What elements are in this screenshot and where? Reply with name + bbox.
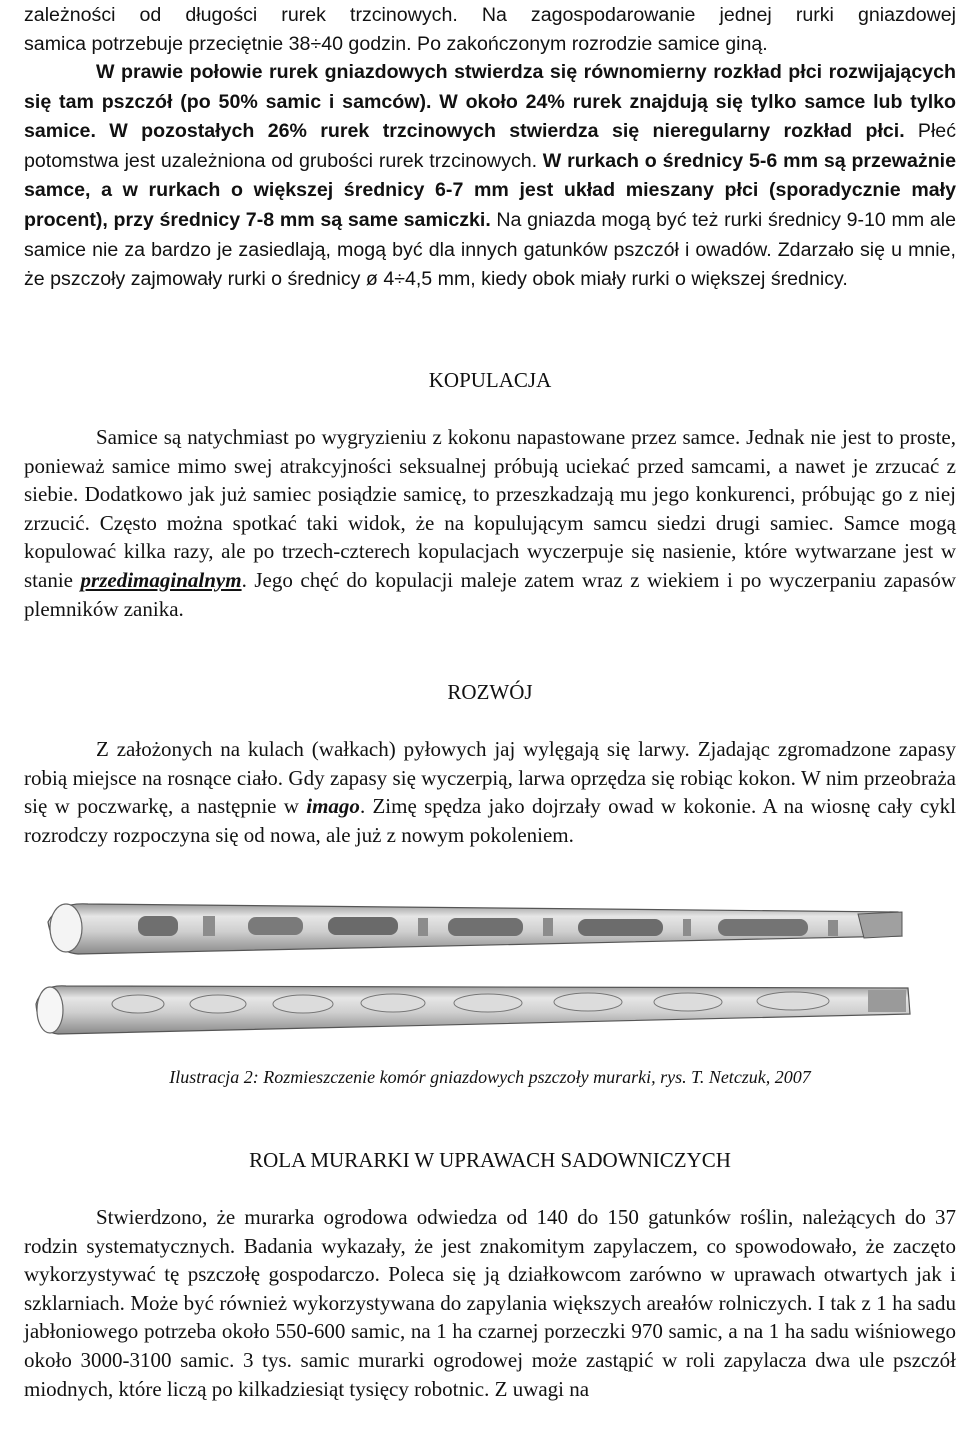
para1-body bbox=[24, 57, 956, 294]
heading-rola-murarki: ROLA MURARKI W UPRAWACH SADOWNICZYCH bbox=[249, 1148, 731, 1172]
para1-line1 bbox=[24, 0, 956, 30]
para1-offspring-sex: Płeć potomstwa jest uzależniona od grubości rurek trzcinowych. bbox=[24, 120, 956, 172]
rozwoj-text-b: . Zimę spędza jako dojrzały owad w kokonie. A na wiosnę cały cykl rozrodczy rozpoczyna się od nowa, ale już z nowym pokoleniem. bbox=[24, 794, 957, 847]
nest-tubes-illustration bbox=[18, 892, 918, 1054]
para-rola-murarki: Stwierdzono, że murarka ogrodowa odwiedza od 140 do 150 gatunków roślin, należących do 37 rodzin systematycznych. Badania wykazały, że jest znakomitym zapylaczem, co spowodowało, że zaczęto wykorzystywać tę pszczołę gospodarczo. Poleca się ją działkowcom zarówno w uprawach otwartych jak i szklarniach. Może być również wykorzystywana do zapylania większych areałów rolniczych. I tak z 1 ha sadu jabłoniowego potrzeba około 550-600 samic, na 1 ha czarnej porzeczki 970 samic, a na 1 ha sadu wiśniowego około 3000-3100 samic. 3 tys. samic murarki ogrodowej może zastąpić w roli zapylacza dwa ule pszczół miodnych, które liczą po kilkadziesiąt tysięcy robotnic. Z uwagi na bbox=[24, 1205, 956, 1401]
para1-bold-sex-distribution: W prawie połowie rurek gniazdowych stwierdza się równomierny rozkład płci rozwijających się tam pszczół (po 50% samic i samców). W około 24% rurek znajdują się tylko samce lub tylko samice. W pozostałych 26% rurek trzcinowych stwierdza się nieregularny rozkład płci. bbox=[24, 61, 956, 143]
para1-line2-text: samica potrzebuje przeciętnie 38÷40 godzin. Po zakończonym rozrodzie samice giną. bbox=[24, 33, 768, 55]
upper-reed-tube bbox=[48, 904, 902, 954]
figure-caption: Ilustracja 2: Rozmieszczenie komór gniazdowych pszczoły murarki, rys. T. Netczuk, 2007 bbox=[169, 1067, 811, 1087]
para1-line2 bbox=[24, 29, 956, 59]
para1-line1-text: zależności od długości rurek trzcinowych. Na zagospodarowanie jednej rurki gniazdowej bbox=[24, 4, 956, 26]
heading-kopulacja: KOPULACJA bbox=[428, 368, 552, 392]
rozwoj-text-a: Z założonych na kulach (wałkach) pyłowych jaj wylęgają się larwy. Zjadając zgromadzone zapasy robią miejsce na rosnące ciało. Gdy zapasy się wyczerpią, larwa oprzędza się robiąc kokon. W nim przeobraża się w poczwarkę, a następnie w bbox=[24, 737, 956, 819]
kopulacja-text-a: Samice są natychmiast po wygryzieniu z kokonu napastowane przez samce. Jednak nie jest to proste, ponieważ samice mimo swej atrakcyjności seksualnej próbują uciekać przed samcami, a nawet je zrzucać z siebie. Dodatkowo jak już samiec posiądzie samicę, to przeszkadzają mu jego konkurenci, próbując go z niej zrzucić. Często można spotkać taki widok, że na kopulującym samcu siedzi drugi samiec. Samce mogą kopulować kilka razy, ale po trzech-czterech kopulacjach wyczerpuje się nasienie, które wytwarzane jest w stanie bbox=[24, 425, 956, 592]
kopulacja-text-b: . Jego chęć do kopulacji maleje zatem wraz z wiekiem i po wyczerpaniu zapasów plemników zanika. bbox=[24, 567, 957, 621]
para-rozwoj bbox=[24, 735, 956, 849]
para-kopulacja bbox=[24, 423, 956, 623]
heading-rozwoj: ROZWÓJ bbox=[447, 680, 533, 704]
para1-nest-tubes: Na gniazda mogą być też rurki średnicy 9-10 mm ale samice nie za bardzo je zasiedlają, mogą być dla innych gatunków pszczół i owadów. Zdarzało się u mnie, że pszczoły zajmowały rurki o średnicy ø 4÷4,5 mm, kiedy obok miały rurki o większej średnicy. bbox=[24, 208, 957, 291]
para1-bold-diameter: W rurkach o średnicy 5-6 mm są przeważnie samce, a w rurkach o większej średnicy 6-7 mm jest układ mieszany płci (sporadycznie mały procent), przy średnicy 7-8 mm są same samiczki. bbox=[24, 149, 956, 231]
term-imago: imago bbox=[306, 794, 360, 819]
term-przedimaginalnym: przedimaginalnym bbox=[80, 567, 242, 592]
lower-reed-tube bbox=[36, 986, 910, 1034]
